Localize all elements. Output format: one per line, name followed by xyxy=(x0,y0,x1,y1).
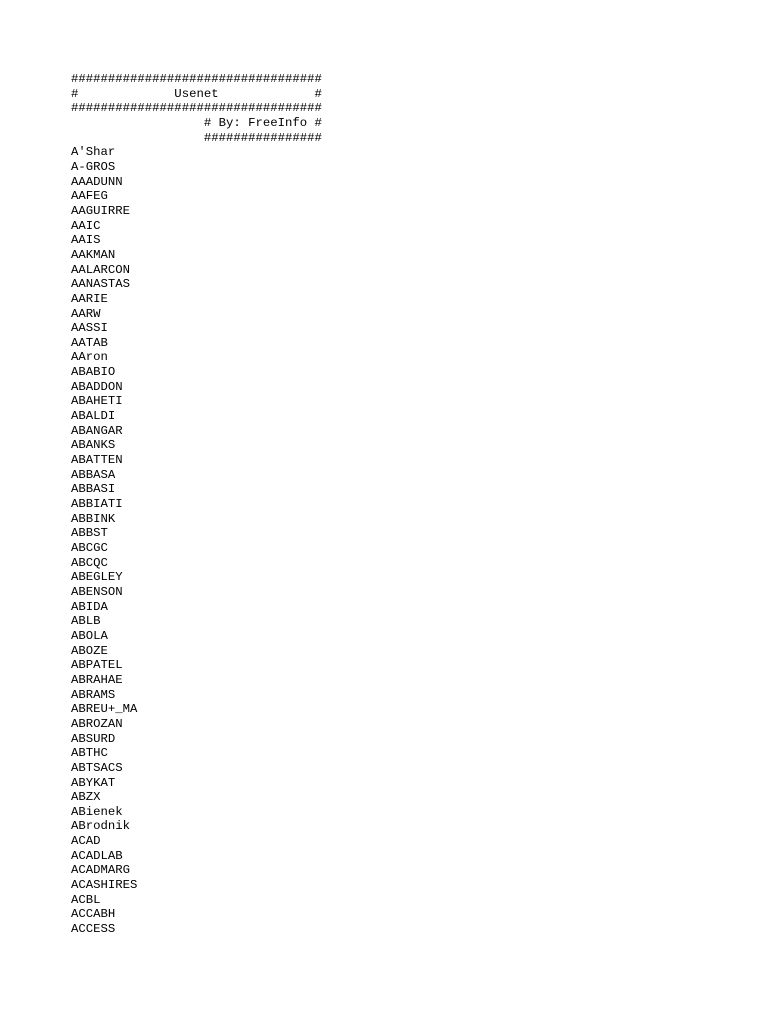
list-item: A'Shar xyxy=(71,145,116,160)
list-item: ABADDON xyxy=(71,379,123,394)
list-item: ABRAHAE xyxy=(71,672,123,687)
list-item: ABOZE xyxy=(71,643,108,658)
list-item: ABTHC xyxy=(71,746,108,761)
list-item: ABANKS xyxy=(71,438,116,453)
list-item: ABEGLEY xyxy=(71,570,123,585)
list-item: ABTSACS xyxy=(71,760,123,775)
list-item: ABYKAT xyxy=(71,775,116,790)
list-item: AAIS xyxy=(71,233,101,248)
list-item: ABLB xyxy=(71,614,101,629)
list-item: AASSI xyxy=(71,321,108,336)
list-item: ACADLAB xyxy=(71,848,123,863)
list-item: ABienek xyxy=(71,804,123,819)
list-item: A-GROS xyxy=(71,159,116,174)
header-line: ################################## xyxy=(71,72,322,86)
list-item: AARW xyxy=(71,306,101,321)
list-item: ABrodnik xyxy=(71,819,131,834)
list-item: ABBINK xyxy=(71,511,116,526)
list-item: ABANGAR xyxy=(71,423,123,438)
header-line: # By: FreeInfo # xyxy=(71,115,322,130)
list-item: ACCESS xyxy=(71,922,116,937)
list-item: AANASTAS xyxy=(71,277,131,292)
header-line: ################ xyxy=(71,130,322,145)
header-line: ################################## xyxy=(71,101,322,116)
list-item: ACCABH xyxy=(71,907,116,922)
list-item: ABBIATI xyxy=(71,497,123,512)
list-item: AAIC xyxy=(71,218,101,233)
list-item: ABZX xyxy=(71,790,101,805)
list-item: ABCGC xyxy=(71,541,108,555)
list-item: ACASHIRES xyxy=(71,878,138,893)
list-item: ACBL xyxy=(71,892,101,907)
list-item: AARIE xyxy=(71,291,108,306)
list-item: AAron xyxy=(71,350,108,365)
list-item: ABCQC xyxy=(71,555,108,570)
list-item: ABAHETI xyxy=(71,394,123,409)
list-item: ABABIO xyxy=(71,365,116,380)
list-item: AAFEG xyxy=(71,189,108,204)
list-item: ACAD xyxy=(71,834,101,849)
list-item: AAKMAN xyxy=(71,247,116,262)
list-item: ABBST xyxy=(71,526,108,541)
list-item: ABRAMS xyxy=(71,687,116,702)
list-item: ABENSON xyxy=(71,584,123,599)
list-item: ACADMARG xyxy=(71,863,131,878)
document-text xyxy=(71,72,322,937)
list-item: AAADUNN xyxy=(71,174,123,189)
list-item: ABOLA xyxy=(71,628,108,643)
list-item: AAGUIRRE xyxy=(71,203,131,218)
list-item: ABIDA xyxy=(71,599,108,614)
header-line: # Usenet # xyxy=(71,86,322,101)
list-item: ABATTEN xyxy=(71,453,123,468)
list-item: ABREU+_MA xyxy=(71,702,138,717)
list-item: ABBASA xyxy=(71,467,116,482)
list-item: ABALDI xyxy=(71,409,116,424)
list-item: AALARCON xyxy=(71,262,131,277)
list-item: AATAB xyxy=(71,335,108,350)
list-item: ABBASI xyxy=(71,482,116,497)
list-item: ABROZAN xyxy=(71,716,123,731)
list-item: ABSURD xyxy=(71,731,116,746)
list-item: ABPATEL xyxy=(71,658,123,673)
